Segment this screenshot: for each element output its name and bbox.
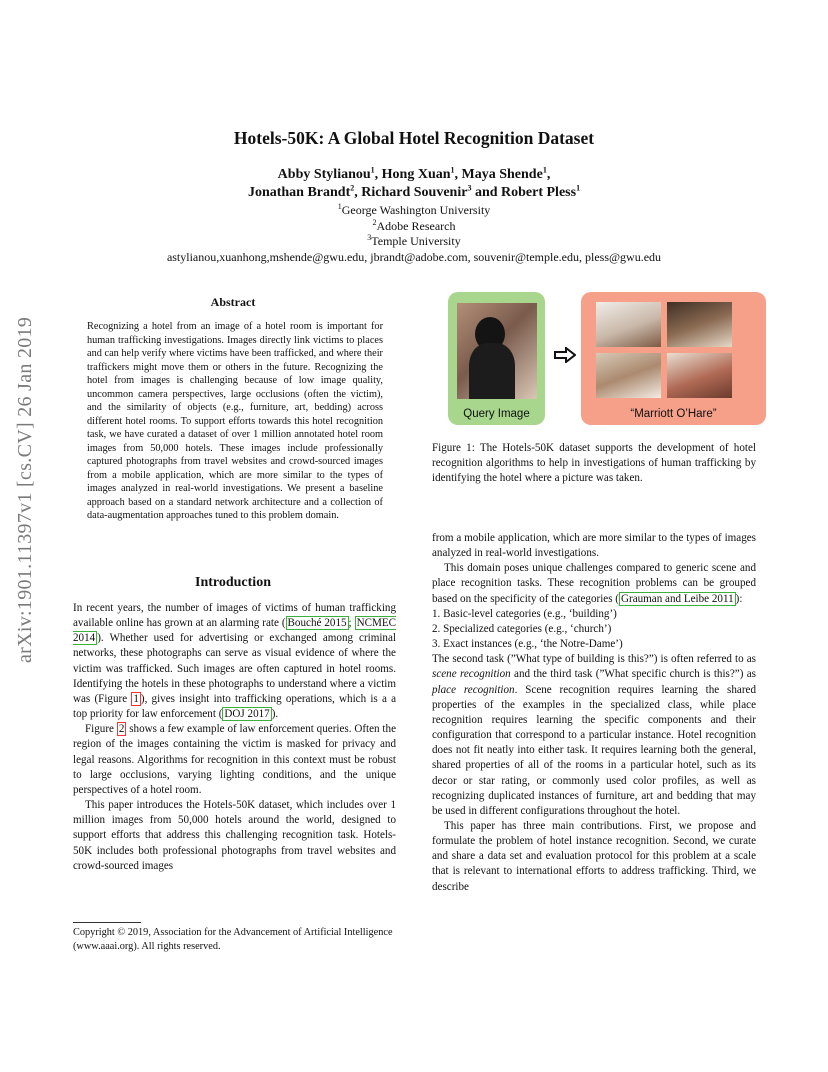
hotel-name-label: “Marriott O’Hare” (630, 408, 717, 420)
paragraph (432, 561, 756, 606)
affil-marker: 1 (542, 165, 547, 175)
list-item: 1. Basic-level categories (e.g., ‘building’) (432, 607, 617, 620)
author-name: and Robert Pless (471, 185, 577, 200)
introduction-heading: Introduction (195, 575, 271, 590)
affiliation (0, 219, 828, 234)
arxiv-stamp: arXiv:1901.11397v1 [cs.CV] 26 Jan 2019 (14, 316, 36, 664)
arrow-right-icon (554, 347, 576, 363)
author-line-1 (0, 167, 828, 183)
figure-ref-link[interactable]: 2 (118, 723, 125, 736)
author-line-2 (0, 185, 828, 201)
text: shows a few example of law enforcement queries. Often the region of the images containing the victim is masked for privacy and legal reasons. Algorithms for recognition in this context must be robust to large occlusions, varying lighting conditions, and the unique perspectives of a hotel room. (73, 723, 396, 796)
emphasis: place recognition (432, 683, 515, 696)
affiliation-name: George Washington University (341, 203, 491, 217)
copyright-footnote: Copyright © 2019, Association for the Advancement of Artificial Intelligence (www.aaai.org). All rights reserved. (73, 927, 393, 952)
author-name: , Richard Souvenir (354, 185, 468, 200)
affil-marker: 2 (350, 183, 355, 193)
affil-marker: 1 (450, 165, 455, 175)
text: ; (348, 617, 355, 630)
text: ): (735, 592, 743, 605)
author-name: , Hong Xuan (374, 167, 451, 182)
paragraph: from a mobile application, which are more similar to the types of images analyzed in real-world investigations. (432, 532, 756, 560)
hotel-room-photo (667, 302, 732, 347)
author-name: Abby Stylianou (277, 167, 371, 182)
author-separator: , (546, 167, 551, 182)
affiliation (0, 203, 828, 218)
affil-marker: 3 (367, 233, 372, 242)
paragraph: This paper introduces the Hotels-50K dataset, which includes over 1 million images from 50,000 hotels around the world, designed to support efforts that address this challenging recognition task. Hotels-50K includes both professional photographs from travel websites and crowd-sourced images (73, 799, 396, 872)
victim-silhouette-body (469, 343, 515, 399)
list-item: 3. Exact instances (e.g., ‘the Notre-Dame’) (432, 638, 623, 651)
paragraph: This paper has three main contributions. First, we propose and formulate the problem of hotel instance recognition. Second, we curate and share a data set and evaluation protocol for this problem at a scale that is relevant to international efforts to address trafficking. Third, we describe (432, 819, 756, 893)
citation-link[interactable]: Grauman and Leibe 2011 (620, 592, 734, 605)
affiliation (0, 234, 828, 249)
text: This domain poses unique challenges compared to generic scene and place recognition tasks. These recognition problems can be grouped based on the specificity of the categories ( (432, 562, 756, 605)
figure-1-caption: Figure 1: The Hotels-50K dataset supports the development of hotel recognition algorithms to help in investigations of human trafficking by identifying the hotel where a picture was taken. (432, 442, 756, 485)
affiliation-name: Adobe Research (376, 219, 456, 233)
query-photo (457, 303, 537, 399)
text: . Scene recognition requires learning the shared properties of the examples in the specialized class, while place recognition requires learning the specific components and their configuration that correspond to a particular instance. Hotel recognition does not fit neatly into either task. It requires learning both the general, shared properties of all of the rooms in a particular hotel, such as its decor or star rating, or commonly used color profiles, as well as recognizing duplicated instances of furniture, art and bedding that may be used in different configurations throughout the hotel. (432, 683, 756, 817)
paragraph (73, 722, 396, 798)
affil-marker: 1 (576, 183, 581, 193)
author-emails: astylianou,xuanhong,mshende@gwu.edu, jbrandt@adobe.com, souvenir@temple.edu, pless@gwu.edu (166, 250, 662, 264)
text: and the third task (”What specific church is this?”) as (510, 668, 756, 681)
author-name: Jonathan Brandt (247, 185, 351, 200)
paragraph (73, 601, 396, 722)
hotel-result-panel (581, 292, 766, 425)
paragraph (432, 652, 756, 819)
query-image-panel (448, 292, 545, 425)
hotel-room-photo (596, 302, 661, 347)
text: ). (271, 708, 279, 721)
text: ). Whether used for advertising or exchanged among criminal networks, these photographs can serve as visual evidence of where the victim was trafficked. Such images are often captured in hotel rooms. Identifying the hotels in these photographs to understand where a victim was (Figure (73, 632, 396, 705)
abstract-heading: Abstract (210, 295, 256, 309)
affil-marker: 1 (370, 165, 375, 175)
figure-ref-link[interactable]: 1 (133, 692, 139, 705)
citation-link[interactable]: Bouché 2015 (287, 617, 347, 630)
hotel-room-photo (667, 353, 732, 398)
query-image-label: Query Image (463, 408, 530, 420)
author-name: , Maya Shende (454, 167, 543, 182)
footnote-rule (73, 922, 141, 923)
text: ), gives insight into trafficking operations, which is a a top priority for law enforcement ( (73, 692, 396, 721)
list-item: 2. Specialized categories (e.g., ‘church’) (432, 622, 612, 635)
hotel-room-photo (596, 353, 661, 398)
text: Figure (85, 723, 117, 736)
affil-marker: 1 (337, 202, 342, 211)
abstract-text: Recognizing a hotel from an image of a hotel room is important for human trafficking investigations. Images directly link victims to places and can help verify where victims have been trafficked, and where their traffickers might move them or others in the future. Recognizing the hotel from images is challenging because of low image quality, uncommon camera perspectives, large occlusions (often the victim), and the similarity of objects (e.g., furniture, art, bedding) across different hotel rooms. To support efforts towards this hotel recognition task, we have curated a dataset of over 1 million annotated hotel room images from 50,000 hotels. These images include professionally captured photographs from travel websites and crowd-sourced images from a mobile application, which are more similar to the types of images analyzed in real-world investigations. We present a baseline approach based on a standard network architecture and a collection of data-augmentation approaches tuned to this problem domain. (87, 321, 383, 521)
affiliation-name: Temple University (371, 234, 461, 248)
introduction-body (73, 601, 396, 874)
right-column-body (432, 531, 756, 895)
citation-link[interactable]: NCMEC 2014 (73, 617, 397, 645)
paper-title: Hotels-50K: A Global Hotel Recognition Dataset (233, 128, 595, 148)
text: In recent years, the number of images of victims of human trafficking available online has grown at an alarming rate ( (73, 602, 396, 630)
figure-1 (448, 292, 766, 426)
text: The second task (”What type of building is this?”) is often referred to as (432, 653, 756, 666)
citation-link[interactable]: DOJ 2017 (224, 708, 270, 721)
affil-marker: 3 (467, 183, 472, 193)
emphasis: scene recognition (432, 668, 511, 681)
affil-marker: 2 (372, 218, 377, 227)
